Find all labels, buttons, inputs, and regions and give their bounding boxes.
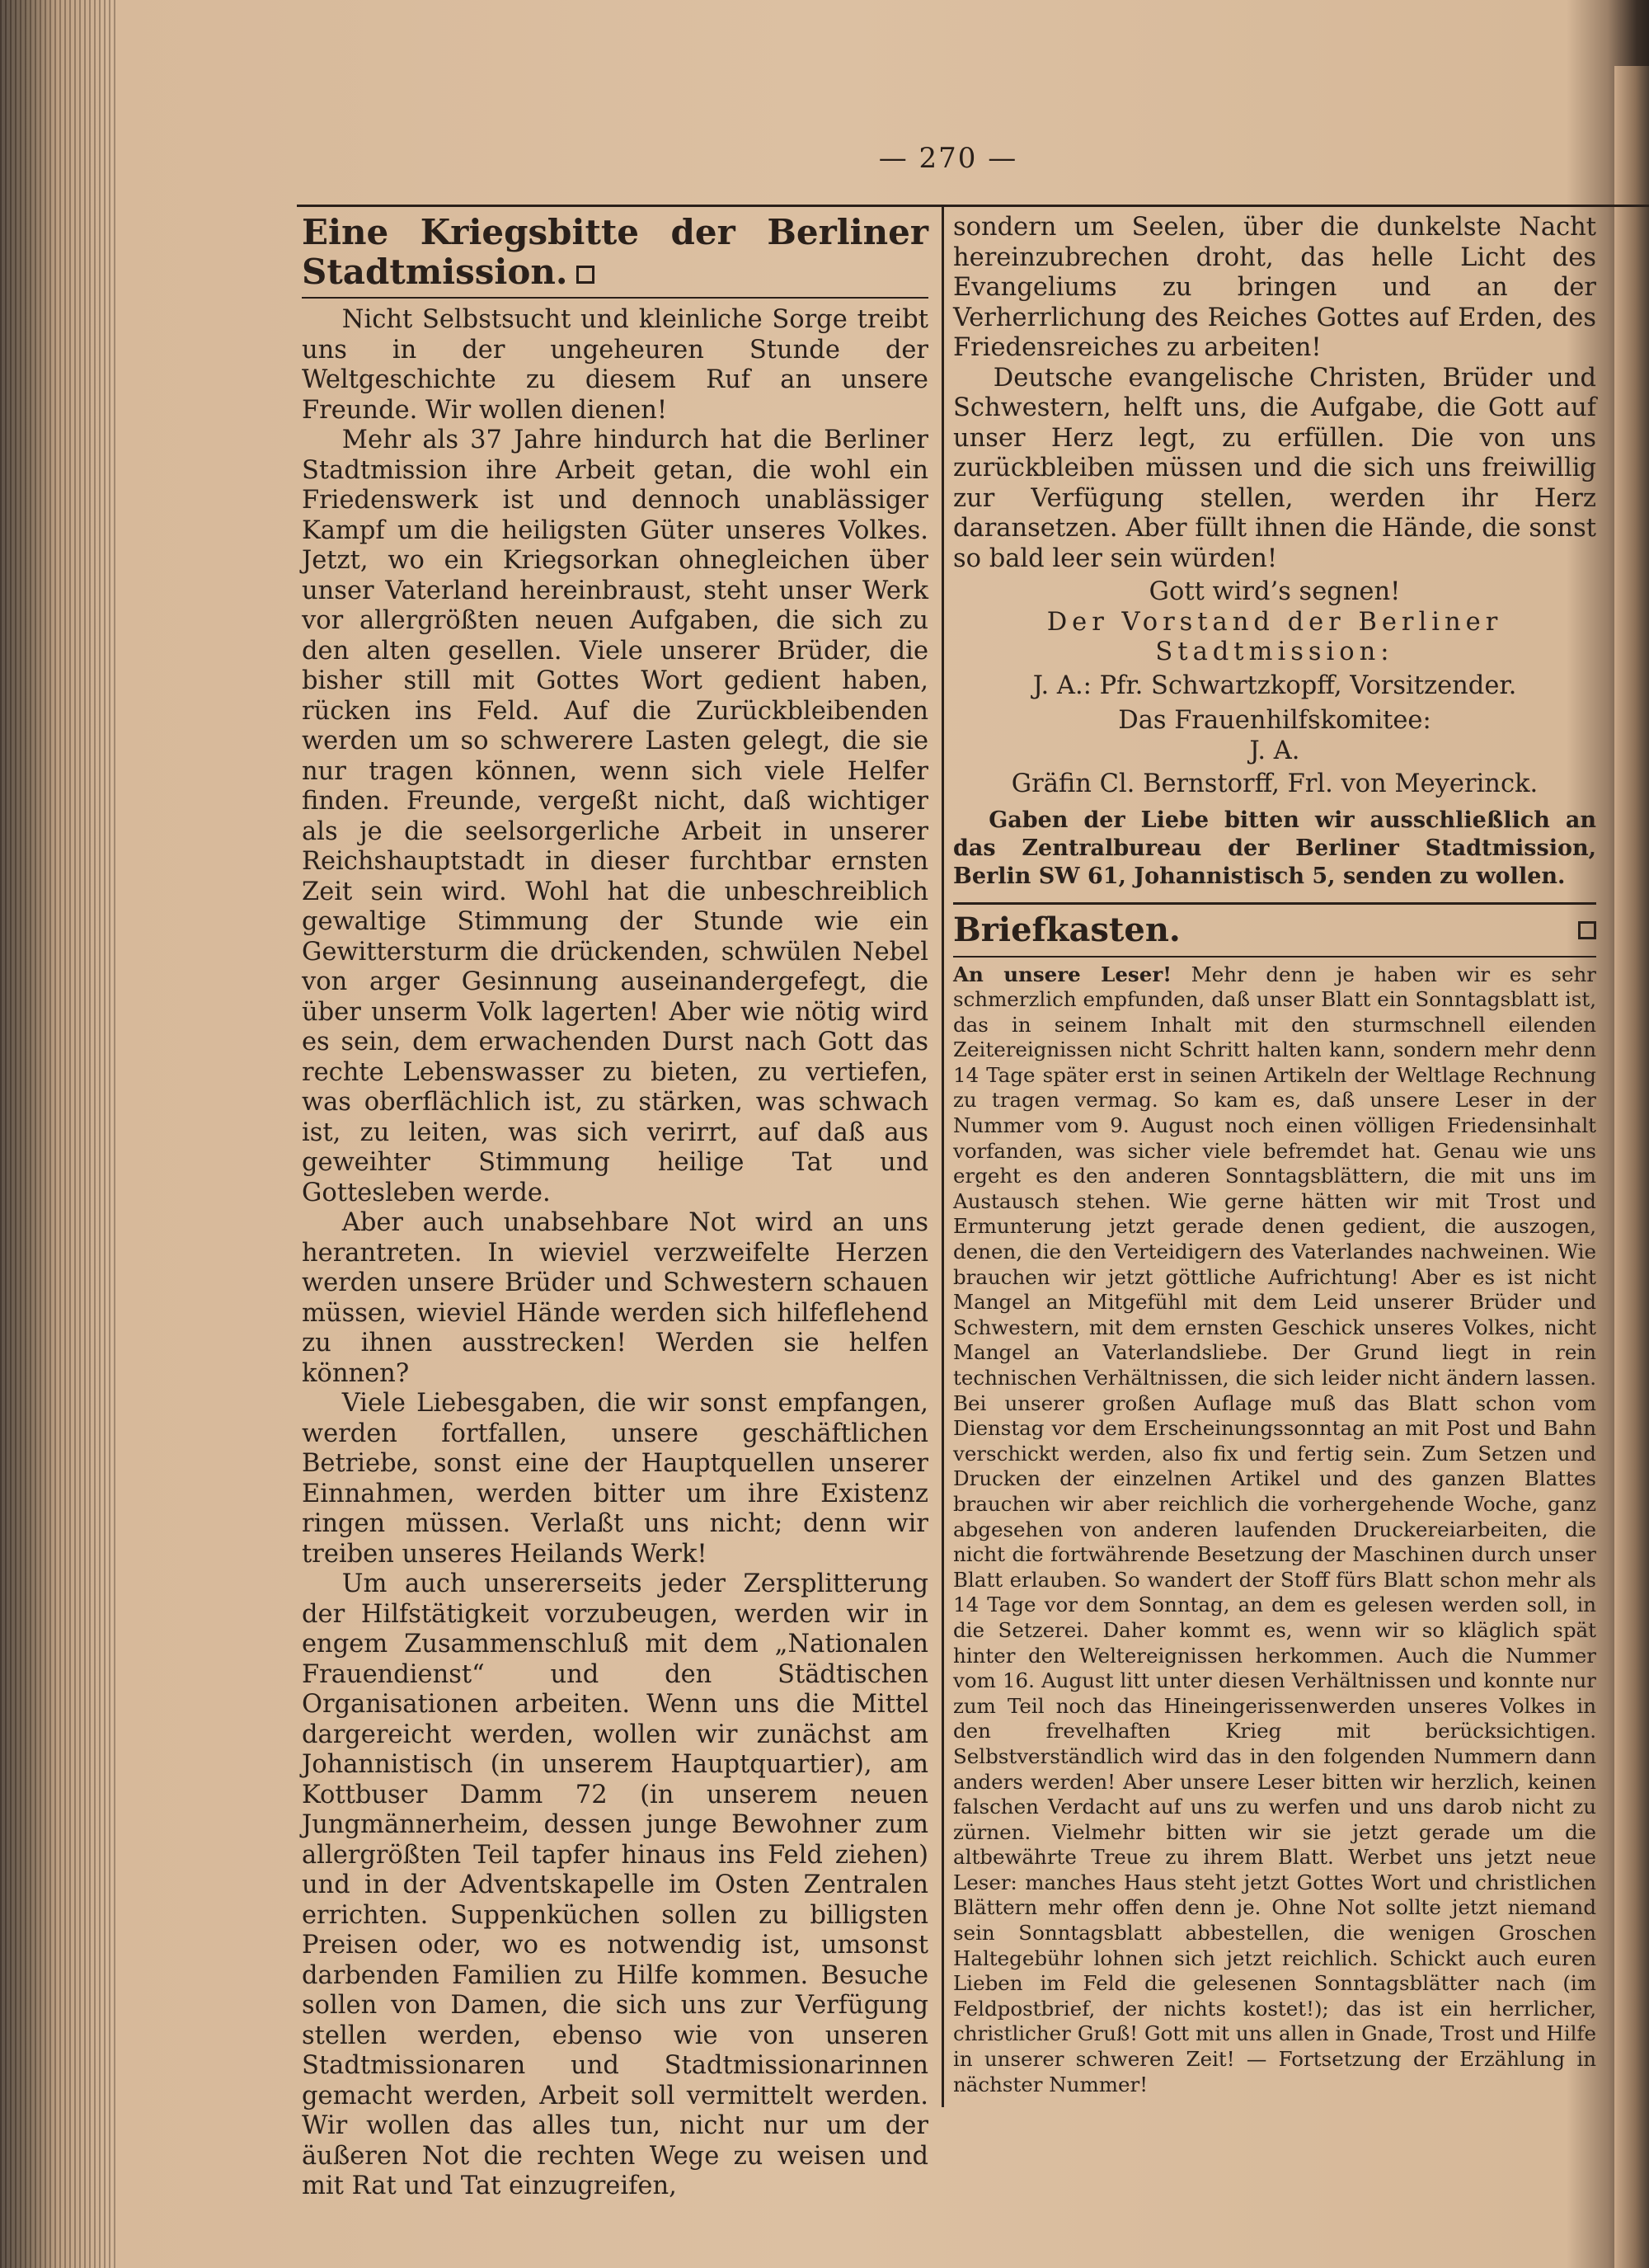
article-paragraph: Um auch unsererseits jeder Zersplitterung der Hilfstätigkeit vorzubeugen, werden wir in engem Zusammenschluß mit dem „Nationalen Frauendienst“ und den Städtischen Organisationen arbeiten. Wenn uns die Mittel dargereicht werden, wollen wir zunächst am Johannistisch (in unserem Hauptquartier), am Kottbuser Damm 72 (in unserem neuen Jungmännerheim, dessen junge Bewohner zum allergrößten Teil tapfer hinaus ins Feld ziehen) und in der Adventskapelle im Osten Zentralen errichten. Suppenküchen sollen zu billigsten Preisen oder, wo es notwendig ist, umsonst darbenden Familien zu Hilfe kommen. Besuche sollen von Damen, die sich uns zur Verfügung stellen werden, ebenso wie von unseren Stadtmissionaren und Stadtmissionarinnen gemacht werden, Arbeit soll vermittelt werden. Wir wollen das alles tun, nicht nur um der äußeren Not die rechten Wege zu weisen und mit Rat und Tat einzugreifen, (302, 1569, 928, 2200)
end-mark-icon (1578, 921, 1596, 939)
letterbox-title: Briefkasten. (953, 910, 1596, 951)
signatory-organization: Der Vorstand der Berliner Stadtmission: (1046, 607, 1503, 666)
article-paragraph: Viele Liebesgaben, die wir sonst empfangen, werden fortfallen, unsere geschäftlichen Betriebe, sonst eine der Hauptquellen unserer Einnahmen, werden bitter um ihre Existenz ringen müssen. Verlaßt uns nicht; denn wir treiben unseres Heilands Werk! (302, 1389, 928, 1569)
column-divider (942, 206, 944, 2107)
left-column (302, 213, 928, 2202)
article-paragraph: Deutsche evangelische Christen, Brüder und Schwestern, helft uns, die Aufgabe, die Gott auf unser Herz legt, zu erfüllen. Die von uns zurückbleiben müssen und die sich uns freiwillig zur Verfügung stellen, werden ihr Herz daransetzen. Aber füllt ihnen die Hände, die sonst so bald leer sein würden! (953, 363, 1596, 573)
signatory-chair: J. A.: Pfr. Schwartzkopff, Vorsitzender. (1032, 671, 1517, 700)
end-mark-icon (576, 266, 594, 284)
letterbox-body (953, 962, 1596, 2098)
committee-heading: Das Frauenhilfskomitee: (1118, 706, 1431, 735)
title-rule (302, 297, 928, 299)
article-paragraph: Aber auch unabsehbare Not wird an uns herantreten. In wieviel verzweifelte Herzen werden unsere Brüder und Schwestern schauen müssen, wieviel Hände werden sich hilfeflehend zu ihnen ausstrecken! Werden sie helfen können? (302, 1208, 928, 1388)
facing-page-edge (1614, 66, 1649, 2268)
letterbox-rule (953, 956, 1596, 958)
page-number: — 270 — (878, 142, 1018, 175)
article-paragraph: Nicht Selbstsucht und kleinliche Sorge treibt uns in der ungeheuren Stunde der Weltgeschichte zu diesem Ruf an unsere Freunde. Wir wollen dienen! (302, 305, 928, 425)
article-continuation: sondern um Seelen, über die dunkelste Nacht hereinzubrechen droht, das helle Licht des Evangeliums zu bringen und an der Verherrlichung des Reiches Gottes auf Erden, des Friedensreiches zu arbeiten! (953, 213, 1596, 362)
book-binding-edge (0, 0, 115, 2268)
donation-note: Gaben der Liebe bitten wir ausschließlich an das Zentralbureau der Berliner Stadtmission, Berlin SW 61, Johannistisch 5, senden zu wollen. (953, 807, 1596, 889)
letterbox-lead: An unsere Leser! (953, 962, 1172, 986)
page (115, 0, 1612, 2268)
committee-ia: J. A. (1249, 736, 1300, 765)
committee-names: Gräfin Cl. Bernstorff, Frl. von Meyerinck. (1011, 769, 1539, 798)
section-rule (953, 902, 1596, 905)
top-rule (297, 205, 1649, 207)
letterbox-text: An unsere Leser! Mehr denn je haben wir es sehr schmerzlich empfunden, daß unser Blatt ein Sonntagsblatt ist, das in seinem Inhalt mit den sturmschnell eilenden Zeitereignissen nicht Schritt halten kann, sondern mehr denn 14 Tage später erst in seinen Artikeln der Weltlage Rechnung zu tragen vermag. So kam es, daß unsere Leser in der Nummer vom 9. August noch einen völligen Friedensinhalt vorfanden, was sicher viele befremdet hat. Genau wie uns ergeht es den anderen Sonntagsblättern, die mit uns im Austausch stehen. Wie gerne hätten wir mit Trost und Ermunterung jetzt gerade denen gedient, die auszogen, denen, die den Verteidigern des Vaterlandes nachweinen. Wie brauchen wir jetzt göttliche Aufrichtung! Aber es ist nicht Mangel an Mitgefühl mit dem Leid unserer Brüder und Schwestern, mit dem ernsten Geschick unseres Volkes, nicht Mangel an Vaterlandsliebe. Der Grund liegt in rein technischen Verhältnissen, die sich leider nicht ändern lassen. Bei unserer großen Auflage muß das Blatt schon vom Dienstag vor dem Erscheinungssonntag an mit Post und Bahn verschickt werden, also fix und fertig sein. Zum Setzen und Drucken der einzelnen Artikel und des ganzen Blattes brauchen wir aber reichlich die vorhergehende Woche, ganz abgesehen von anderen laufenden Druckereiarbeiten, die nicht die fortwährende Besetzung der Maschinen durch unser Blatt erlauben. So wandert der Stoff fürs Blatt schon mehr als 14 Tage vor dem Sonntag, an dem es gelesen werden soll, in die Setzerei. Daher kommt es, wenn wir so kläglich spät hinter den Weltereignissen herkommen. Auch die Nummer vom 16. August litt unter diesen Verhältnissen und konnte nur zum Teil noch das Hineingerissenwerden unseres Volkes in den frevelhaften Krieg mit berücksichtigen. Selbstverständlich wird das in den folgenden Nummern dann anders werden! Aber unsere Leser bitten wir herzlich, keinen falschen Verdacht auf uns zu werfen und uns darob nicht zu zürnen. Vielmehr bitten wir sie jetzt gerade um die altbewährte Treue zu ihrem Blatt. Werbet uns jetzt neue Leser: manches Haus steht jetzt Gottes Wort und christlichen Blättern mehr offen denn je. Ohne Not sollte jetzt niemand sein Sonntagsblatt abbestellen, die wenigen Groschen Haltegebühr lohnen sich jetzt reichlich. Schickt auch euren Lieben im Feld die gelesenen Sonntagsblätter nach (im Feldpostbrief, der nichts kostet!); das ist ein herrlicher, christlicher Gruß! Gott mit uns allen in Gnade, Trost und Hilfe in unserer schweren Zeit! — Fortsetzung der Erzählung in nächster Nummer! (953, 962, 1596, 2096)
article-paragraph: Mehr als 37 Jahre hindurch hat die Berliner Stadtmission ihre Arbeit getan, die wohl ein Friedenswerk ist und dennoch unablässiger Kampf um die heiligsten Güter unseres Volkes. Jetzt, wo ein Kriegsorkan ohnegleichen über unser Vaterland hereinbraust, steht unser Werk vor allergrößten neuen Aufgaben, die sich zu den alten gesellen. Viele unserer Brüder, die bisher still mit Gottes Wort gedient haben, rücken ins Feld. Auf die Zurückbleibenden werden um so schwerere Lasten gelegt, die sie nur tragen können, wenn sich viele Helfer finden. Freunde, vergeßt nicht, daß wichtiger als je die seelsorgerliche Arbeit in unserer Reichshauptstadt in dieser furchtbar ernsten Zeit sein wird. Wohl hat die unbeschreiblich gewaltige Stimmung der Stunde wie ein Gewittersturm die drückenden, schwülen Nebel von arger Gesinnung auseinandergefegt, die über unserm Volk lagerten! Aber wie nötig wird es sein, dem erwachenden Durst nach Gott das rechte Lebenswasser zu bieten, zu vertiefen, was oberflächlich ist, zu stärken, was schwach ist, zu leiten, was sich verirrt, auf daß aus geweihter Stimmung heilige Tat und Gottesleben werde. (302, 426, 928, 1207)
right-column (953, 213, 1596, 2097)
closing-line: Gott wird’s segnen! (1149, 577, 1401, 606)
article-title: Eine Kriegsbitte der Berliner Stadtmission. (302, 212, 928, 292)
